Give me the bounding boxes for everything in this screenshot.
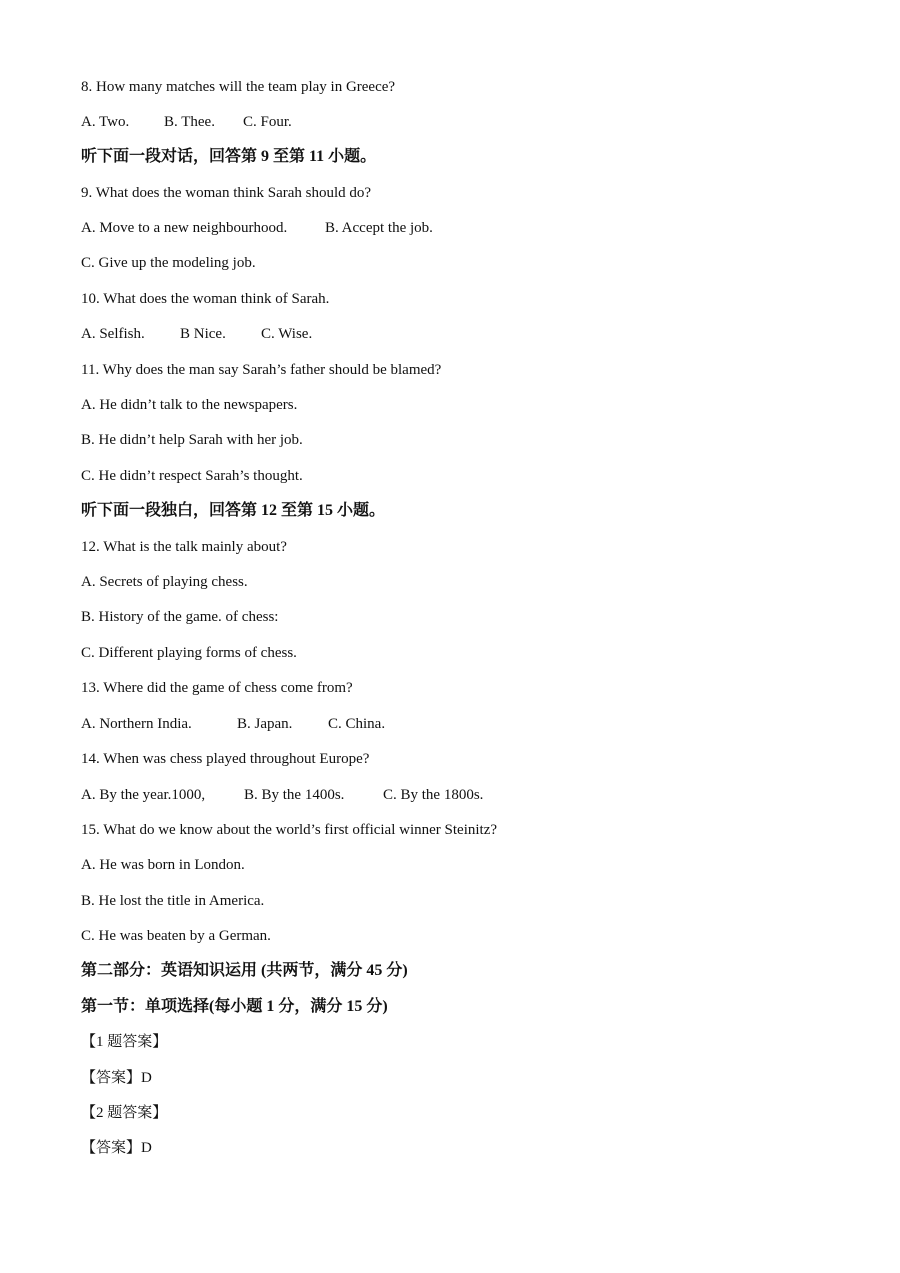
question-9-option-c: C. Give up the modeling job. [81, 255, 256, 271]
option-b: B. Japan. [237, 716, 293, 732]
question-13-options [81, 714, 385, 734]
question-15-option-c: C. He was beaten by a German. [81, 928, 271, 944]
option-c: C. China. [328, 716, 386, 732]
option-b: B. Accept the job. [325, 220, 433, 236]
question-15-option-a: A. He was born in London. [81, 857, 245, 873]
question-11-option-a: A. He didn’t talk to the newspapers. [81, 397, 298, 413]
question-13: 13. Where did the game of chess come from? [81, 680, 353, 696]
option-b: B Nice. [180, 326, 226, 342]
option-c: C. Wise. [261, 326, 313, 342]
option-c: C. Four. [243, 114, 292, 130]
section-heading-monologue: 听下面一段独白，回答第 12 至第 15 小题。 [81, 502, 386, 519]
option-a: A. Selfish. [81, 326, 145, 342]
answer-2-value: 【答案】D [81, 1140, 152, 1156]
question-10-options [81, 324, 312, 344]
question-15: 15. What do we know about the world’s first official winner Steinitz? [81, 822, 498, 838]
question-11-option-c: C. He didn’t respect Sarah’s thought. [81, 468, 303, 484]
question-14-options [81, 785, 483, 805]
question-12-option-a: A. Secrets of playing chess. [81, 574, 248, 590]
option-a: A. Northern India. [81, 716, 192, 732]
part-two-heading: 第二部分：英语知识运用 (共两节，满分 45 分) [81, 962, 408, 979]
question-8-options [81, 112, 292, 132]
option-a: A. By the year.1000, [81, 787, 206, 803]
question-10: 10. What does the woman think of Sarah. [81, 291, 330, 307]
option-b: B. By the 1400s. [244, 787, 345, 803]
question-12-option-c: C. Different playing forms of chess. [81, 645, 297, 661]
question-14: 14. When was chess played throughout Europe? [81, 751, 370, 767]
question-15-option-b: B. He lost the title in America. [81, 893, 265, 909]
option-b: B. Thee. [164, 114, 215, 130]
question-9: 9. What does the woman think Sarah should do? [81, 185, 372, 201]
option-a: A. Two. [81, 114, 130, 130]
question-12: 12. What is the talk mainly about? [81, 539, 287, 555]
option-c: C. By the 1800s. [383, 787, 484, 803]
question-12-option-b: B. History of the game. of chess: [81, 609, 279, 625]
answer-1-value: 【答案】D [81, 1070, 152, 1086]
option-a: A. Move to a new neighbourhood. [81, 220, 288, 236]
answer-1-label: 【1 题答案】 [81, 1034, 168, 1050]
answer-2-label: 【2 题答案】 [81, 1105, 168, 1121]
question-8: 8. How many matches will the team play in Greece? [81, 79, 396, 95]
question-9-options [81, 218, 433, 238]
section-one-heading: 第一节：单项选择(每小题 1 分，满分 15 分) [81, 998, 388, 1015]
question-11: 11. Why does the man say Sarah’s father should be blamed? [81, 362, 442, 378]
question-11-option-b: B. He didn’t help Sarah with her job. [81, 432, 303, 448]
section-heading-dialogue: 听下面一段对话，回答第 9 至第 11 小题。 [81, 148, 377, 165]
